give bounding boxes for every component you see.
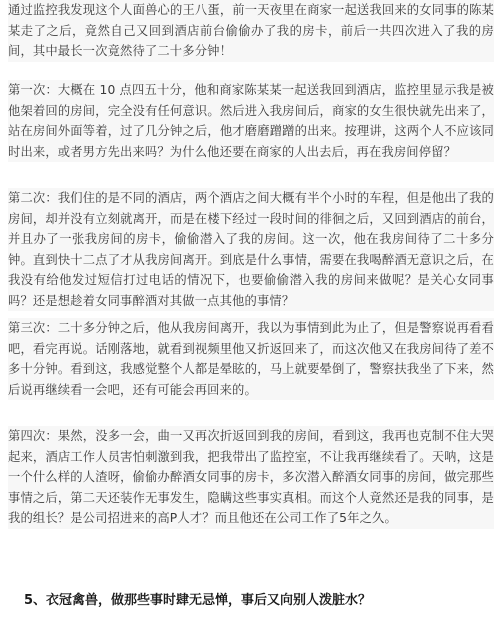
paragraph-first-time: 第一次：大概在 10 点四五十分，他和商家陈某某一起送我回到酒店，监控里显示我是被他架着回的房间，完全没有任何意识。然后进入我房间后，商家的女生很快就先出来了，站在房间外面等着，过了几分钟之后，他才磨磨蹭蹭的出来。按理讲，这两个人不应该同时出来，或者男方先出来吗？为什么他还要在商家的人出去后，再在我房间停留？ (8, 80, 494, 162)
paragraph-third-time: 第三次：二十多分钟之后，他从我房间离开，我以为事情到此为止了，但是警察说再看看吧，看完再说。话刚落地，就看到视频里他又折返回来了，而这次他又在我房间待了差不多十分钟。看到这，我感觉整个人都是晕眩的，马上就要晕倒了，警察扶我坐了下来，然后说再继续看一会吧，还有可能会再回来的。 (8, 318, 494, 400)
paragraph-fourth-time: 第四次：果然，没多一会，曲一又再次折返回到我的房间，看到这，我再也克制不住大哭起来，酒店工作人员害怕刺激到我，把我带出了监控室，不让我再继续看了。天呐，这是一个什么样的人渣呀，偷偷办醉酒女同事的房卡，多次潜入醉酒女同事的房间，做完那些事情之后，第二天还装作无事发生，隐瞒这些事实真相。而这个人竟然还是我的同事，是我的组长？是公司招进来的高P人才？而且他还在公司工作了5年之久。 (8, 426, 494, 529)
paragraph-intro: 通过监控我发现这个人面兽心的王八蛋，前一天夜里在商家一起送我回来的女同事的陈某某走了之后，竟然自己又回到酒店前台偷偷办了我的房卡，前后一共四次进入了我的房间，其中最长一次竟然待了二十多分钟！ (8, 0, 494, 62)
paragraph-second-time: 第二次：我们住的是不同的酒店，两个酒店之间大概有半个小时的车程，但是他出了我的房间，却并没有立刻就离开，而是在楼下经过一段时间的徘徊之后，又回到酒店的前台，并且办了一张我房间的房卡，偷偷潜入了我的房间。这一次，他在我房间待了二十多分钟。直到快十二点了才从我房间离开。到底是什么事情，需要在我喝醉酒无意识之后，在我没有给他发过短信打过电话的情况下，也要偷偷潜入我的房间来做呢？是关心女同事吗？还是想趁着女同事醉酒对其做一点其他的事情？ (8, 188, 494, 311)
section-heading: 5、衣冠禽兽，做那些事时肆无忌惮，事后又向别人泼脏水？ (24, 593, 372, 608)
